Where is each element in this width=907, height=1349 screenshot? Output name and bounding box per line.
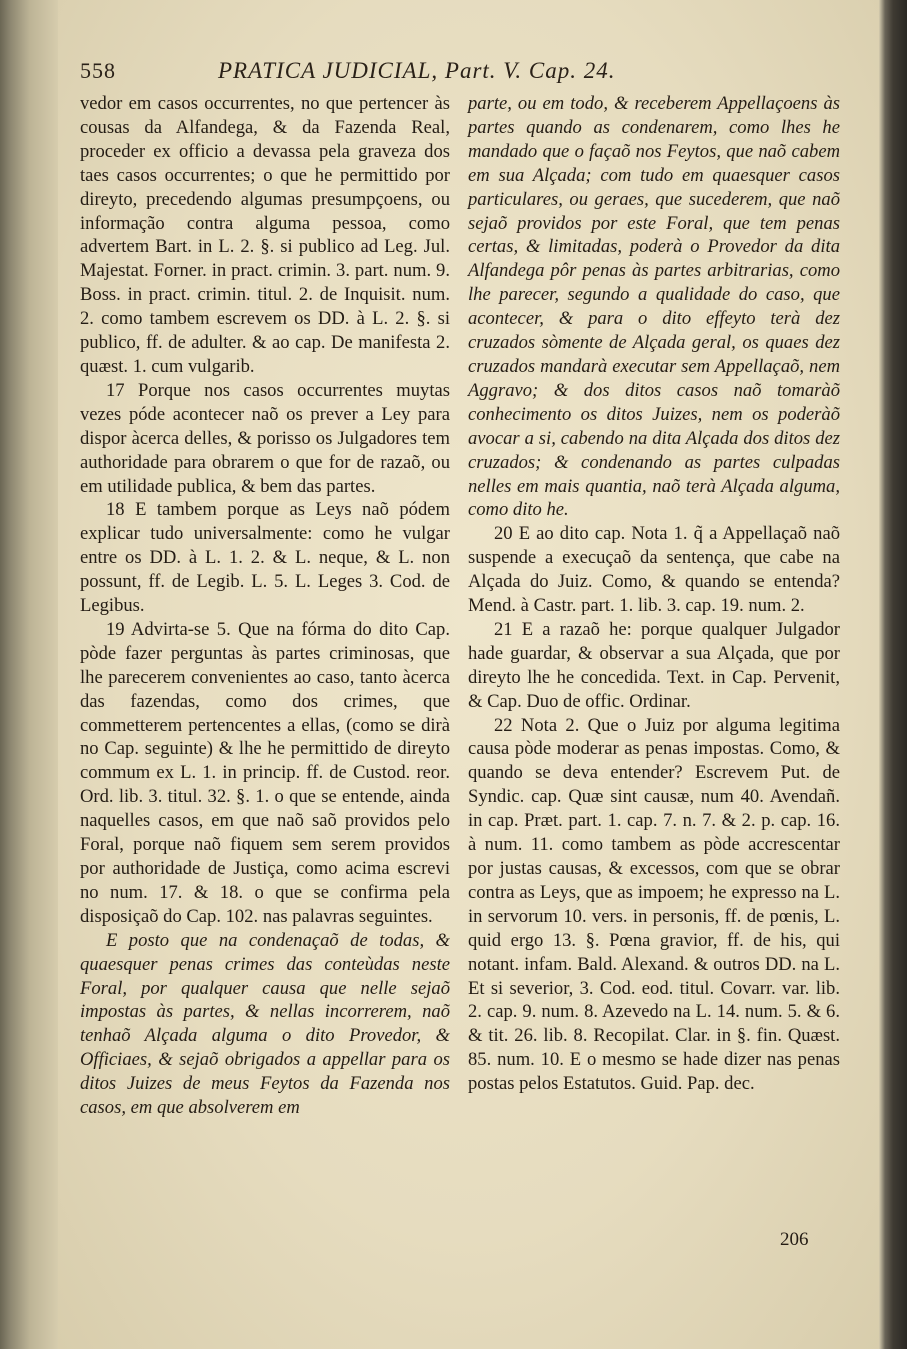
quoted-paragraph: parte, ou em todo, & receberem Appellaçoens às partes quando as condenarem, como lhes he mandado que o façaõ nos Feytos, que naõ cabem em sua Alçada; com tudo em quaesquer casos particulares, ou geraes, que sucederem, que naõ sejaõ providos por este Foral, que tem penas certas, & limitadas, poderà o Provedor da dita Alfandega pôr penas às partes arbitrarias, como lhe parecer, segundo a qualidade do caso, que acontecer, & para o dito effeyto terà dez cruzados sòmente de Alçada geral, os quaes dez cruzados mandarà executar sem Appellaçaõ, nem Aggravo; & dos ditos casos naõ tomaràõ conhecimento os ditos Juizes, nem os poderàõ avocar a si, cabendo na dita Alçada dos ditos dez cruzados; & condenando as partes culpadas nelles em mais quantia, naõ terà Alçada alguma, como dito he. bbox=[468, 93, 840, 521]
page-header bbox=[80, 58, 840, 92]
paragraph: 22 Nota 2. Que o Juiz por alguma legitima causa pòde moderar as penas impostas. Como, & quando se deva entender? Escrevem Put. de Syndic. cap. Quæ sint causæ, num 40. Avendañ. in cap. Præt. part. 1. cap. 7. n. 7. & 2. p. cap. 16. à num. 11. como tambem as pòde accrescentar por justas causas, & excessos, com que se obrar contra as Leys, que as impoem; he expresso na L. in servorum 10. vers. in personis, ff. de pœnis, L. quid ergo 13. §. Pœna gravior, ff. de his, qui notant. infam. Bald. Alexand. & outros DD. na L. Et si severior, 3. Cod. eod. titul. Covarr. var. lib. 2. cap. 9. num. 8. Azevedo na L. 14. num. 5. & 6. & tit. 26. lib. 8. Recopilat. Clar. in §. fin. Quæst. 85. num. 10. E o mesmo se hade dizer nas penas postas pelos Estatutos. Guid. Pap. dec. bbox=[468, 714, 840, 1095]
left-column bbox=[80, 92, 450, 1120]
book-gutter bbox=[0, 0, 58, 1349]
quoted-paragraph: E posto que na condenaçaõ de todas, & quaesquer penas crimes das conteùdas neste Foral, por qualquer causa que nelle sejaõ impostas às partes, & nellas incorrerem, naõ tenhaõ Alçada alguma o dito Provedor, & Officiaes, & sejaõ obrigados a appellar para os ditos Juizes de meus Feytos da Fazenda nos casos, em que absolverem em bbox=[80, 929, 450, 1119]
paragraph: 21 E a razaõ he: porque qualquer Julgador hade guardar, & observar a sua Alçada, que por direyto lhe he concedida. Text. in Cap. Pervenit, & Cap. Duo de offic. Ordinar. bbox=[468, 618, 840, 712]
paragraph: 20 E ao dito cap. Nota 1. q̃ a Appellaçaõ naõ suspende a execuçaõ da sentença, que cabe na Alçada do Juiz. Como, & quando se entenda? Mend. à Castr. part. 1. lib. 3. cap. 19. num. 2. bbox=[468, 523, 840, 617]
catchword: 206 bbox=[780, 1229, 809, 1250]
paragraph: 18 E tambem porque as Leys naõ pódem explicar tudo universalmente: como he vulgar entre os DD. à L. 1. 2. & L. neque, & L. non possunt, ff. de Legib. L. 5. L. Leges 3. Cod. de Legibus. bbox=[80, 499, 450, 617]
running-title: PRATICA JUDICIAL, Part. V. Cap. 24. bbox=[218, 58, 616, 83]
right-column bbox=[468, 92, 840, 1096]
paragraph: 17 Porque nos casos occurrentes muytas vezes póde acontecer naõ os prever a Ley para dispor àcerca delles, & porisso os Julgadores tem authoridade para obrarem o que for de razaõ, ou em utilidade publica, & bem das partes. bbox=[80, 379, 450, 497]
page-edge bbox=[879, 0, 907, 1349]
paragraph: vedor em casos occurrentes, no que pertencer às cousas da Alfandega, & da Fazenda Real, proceder ex officio a devassa pela graveza dos taes casos occurrentes; o que he permittido por direyto, precedendo algumas presumpçoens, ou informação contra alguma pessoa, como advertem Bart. in L. 2. §. si publico ad Leg. Jul. Majestat. Forner. in pract. crimin. 3. part. num. 9. Boss. in pract. crimin. titul. 2. de Inquisit. num. 2. como tambem escrevem os DD. à L. 2. §. si publico, ff. de adulter. & ao cap. De manifesta 2. quæst. 1. cum vulgarib. bbox=[80, 93, 450, 377]
paragraph: 19 Advirta-se 5. Que na fórma do dito Cap. pòde fazer perguntas às partes criminosas, que lhe parecerem convenientes ao caso, tanto àcerca das fazendas, como dos crimes, que commetterem pertencentes a ellas, (como se dirà no Cap. seguinte) & lhe he permittido de direyto commum ex L. 1. in princip. ff. de Custod. reor. Ord. lib. 3. titul. 32. §. 1. o que se entende, ainda naquelles casos, em que naõ saõ providos pelo Foral, porque naõ fiquem sem serem providos por authoridade de Justiça, como acima escrevi no num. 17. & 18. o que se confirma pela disposiçaõ do Cap. 102. nas palavras seguintes. bbox=[80, 618, 450, 927]
page-number: 558 bbox=[80, 58, 116, 83]
